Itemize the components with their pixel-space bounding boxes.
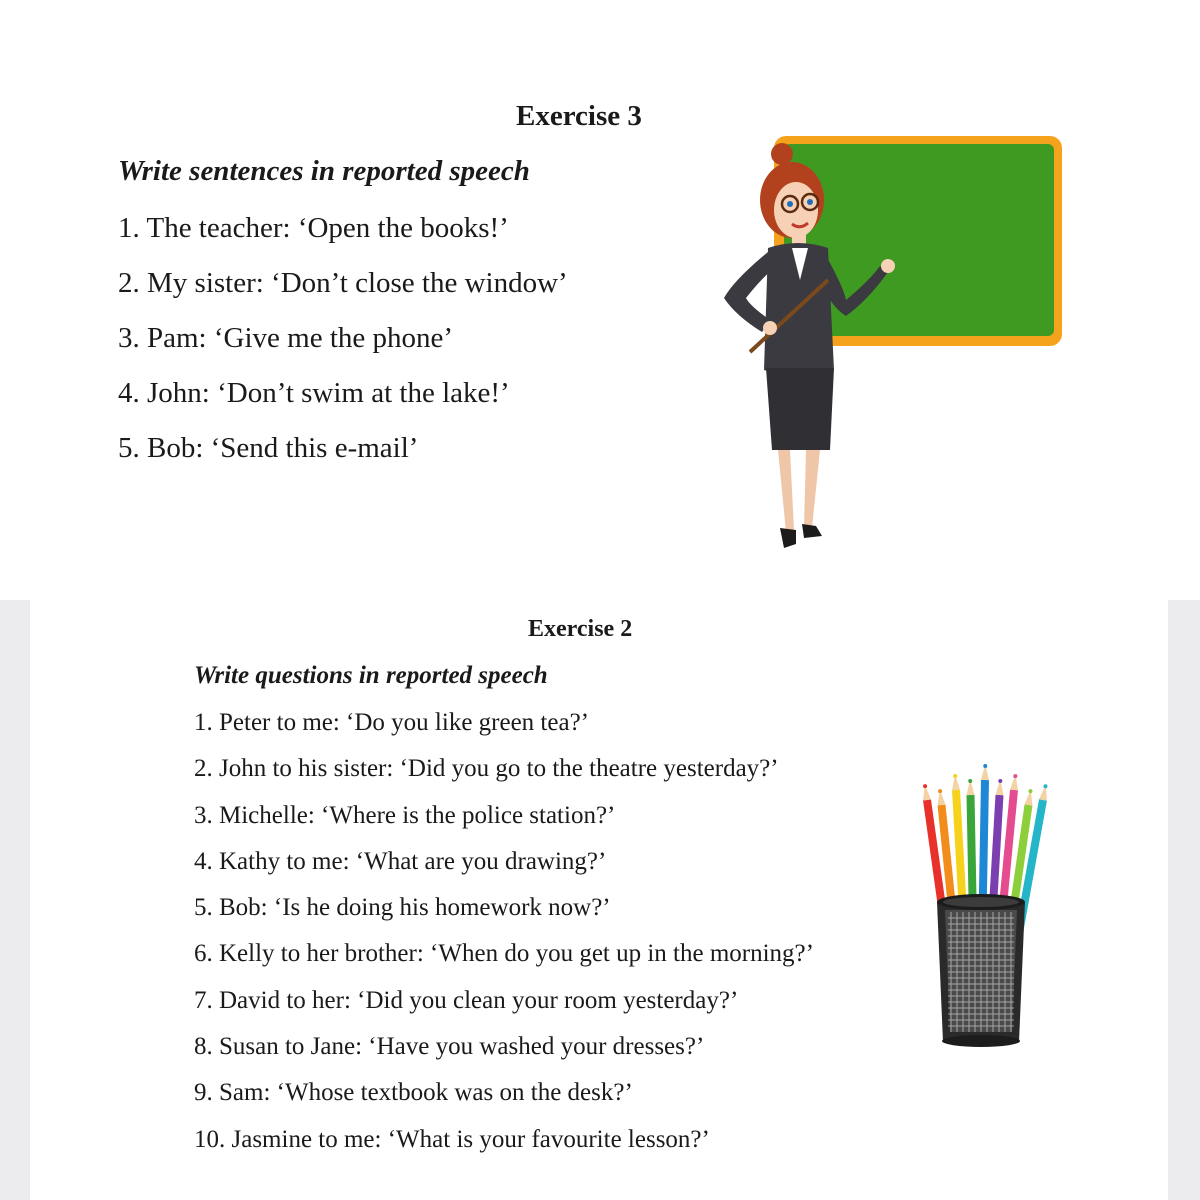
- exercise-3-title: Exercise 3: [516, 100, 642, 132]
- exercise-2-item-6: 6. Kelly to her brother: ‘When do you get up in the morning?’: [194, 940, 814, 968]
- exercise-3-item-5: 5. Bob: ‘Send this e-mail’: [118, 432, 419, 464]
- exercise-3-item-4: 4. John: ‘Don’t swim at the lake!’: [118, 377, 510, 409]
- exercise-2-title: Exercise 2: [528, 616, 633, 642]
- exercise-2-item-4: 4. Kathy to me: ‘What are you drawing?’: [194, 847, 607, 875]
- exercise-3-instructions: Write sentences in reported speech: [118, 155, 530, 187]
- exercise-2-item-2: 2. John to his sister: ‘Did you go to the theatre yesterday?’: [194, 755, 779, 783]
- exercise-2-item-9: 9. Sam: ‘Whose textbook was on the desk?’: [194, 1079, 633, 1107]
- exercise-3-item-3: 3. Pam: ‘Give me the phone’: [118, 322, 454, 354]
- teacher-illustration: [700, 120, 1080, 560]
- exercise-3-item-2: 2. My sister: ‘Don’t close the window’: [118, 267, 568, 299]
- exercise-2-instructions: Write questions in reported speech: [194, 662, 548, 689]
- exercise-2-list: [194, 707, 814, 1170]
- exercise-2-item-1: 1. Peter to me: ‘Do you like green tea?’: [194, 709, 589, 736]
- exercise-2-item-3: 3. Michelle: ‘Where is the police station?’: [194, 801, 616, 829]
- exercise-3-list: [118, 210, 568, 485]
- exercise-2-item-10: 10. Jasmine to me: ‘What is your favourite lesson?’: [194, 1125, 710, 1153]
- pencil-cup-icon: [915, 750, 1055, 1050]
- exercise-2-item-8: 8. Susan to Jane: ‘Have you washed your dresses?’: [194, 1033, 705, 1061]
- exercise-3-item-1: 1. The teacher: ‘Open the books!’: [118, 212, 509, 244]
- exercise-2-page: [30, 600, 1168, 1200]
- exercise-2-background: [0, 600, 1200, 1200]
- exercise-2-item-7: 7. David to her: ‘Did you clean your room yesterday?’: [194, 986, 739, 1014]
- exercise-2-item-5: 5. Bob: ‘Is he doing his homework now?’: [194, 894, 611, 922]
